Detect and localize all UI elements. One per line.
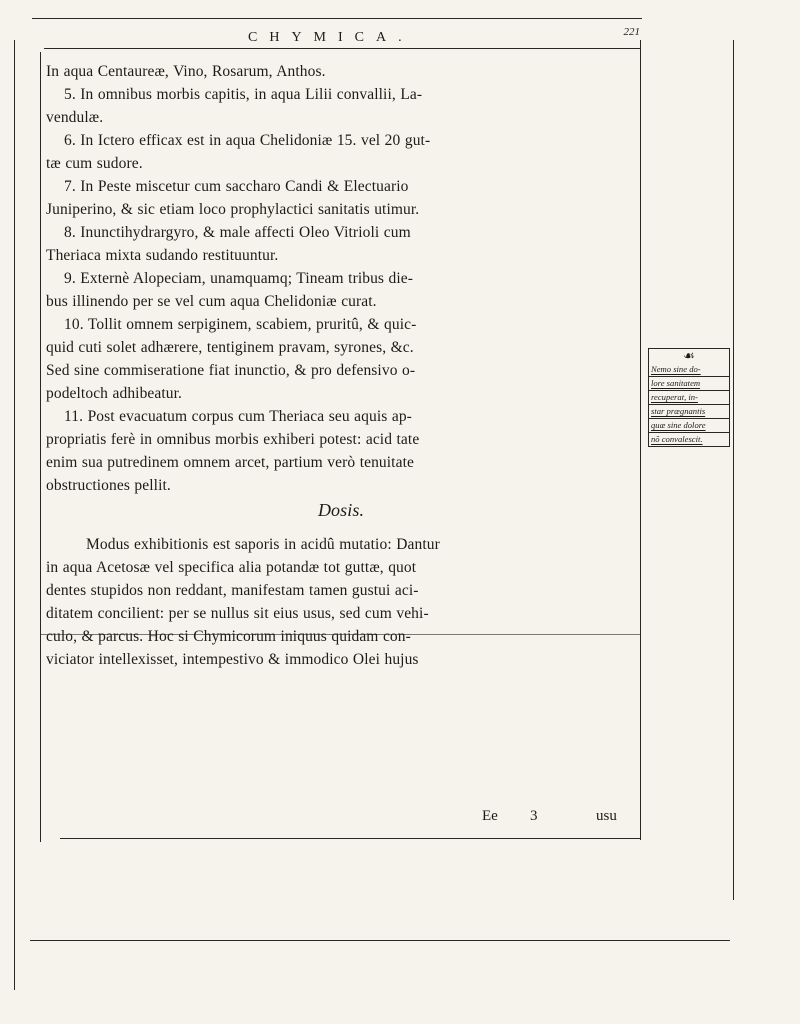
text-right-rule [640, 40, 641, 840]
text-line: Theriaca mixta sudando restituuntur. [46, 247, 279, 264]
page-number: 221 [623, 26, 640, 38]
catchword: usu [596, 808, 617, 824]
text-line: ditatem concilient: per se nullus sit eius usus, sed cum vehi- [46, 605, 429, 622]
signature-mark: Ee [482, 808, 498, 824]
margin-note-line: nõ convalescit. [649, 432, 729, 446]
left-edge-line [14, 40, 15, 990]
running-head-title: CHYMICA. [248, 30, 414, 45]
text-line: viciator intellexisset, intempestivo & immodico Olei hujus [46, 651, 419, 668]
text-line: 10. Tollit omnem serpiginem, scabiem, pruritû, & quic- [64, 316, 417, 333]
text-line: propriatis ferè in omnibus morbis exhiberi potest: acid tate [46, 431, 420, 448]
text-line: podeltoch adhibeatur. [46, 385, 183, 402]
text-line: 9. Externè Alopeciam, unamquamq; Tineam tribus die- [64, 270, 414, 287]
margin-note-line: recuperat, in- [649, 390, 729, 404]
text-line: 11. Post evacuatum corpus cum Theriaca seu aquis ap- [64, 408, 412, 425]
section-heading: Dosis. [317, 500, 365, 520]
margin-note-line: star prægnantis [649, 404, 729, 418]
text-line: 7. In Peste miscetur cum saccharo Candi & Electuario [64, 178, 409, 195]
text-line: in aqua Acetosæ vel specifica alia potandæ tot guttæ, quot [46, 559, 417, 576]
text-line: tæ cum sudore. [46, 155, 143, 172]
text-line: culo, & parcus. Hoc si Chymicorum iniquus quidam con- [46, 628, 411, 645]
text-line: quid cuti solet adhærere, tentiginem pravam, syrones, &c. [46, 339, 414, 356]
margin-note-line: Nemo sine do- [651, 364, 701, 374]
text-left-rule [40, 52, 41, 842]
text-line: In aqua Centaureæ, Vino, Rosarum, Anthos. [46, 63, 326, 80]
running-header [240, 28, 640, 52]
text-line: enim sua putredinem omnem arcet, partium verò tenuitate [46, 454, 414, 471]
text-line: obstructiones pellit. [46, 477, 171, 494]
text-line: 8. Inunctihydrargyro, & male affecti Oleo Vitrioli cum [64, 224, 411, 241]
text-line: bus illinendo per se vel cum aqua Chelidoniæ curat. [46, 293, 377, 310]
right-edge-line [733, 40, 734, 900]
text-line: Juniperino, & sic etiam loco prophylactici sanitatis utimur. [46, 201, 420, 218]
text-line: Modus exhibitionis est saporis in acidû mutatio: Dantur [86, 536, 440, 553]
text-line: dentes stupidos non reddant, manifestam tamen gustui aci- [46, 582, 419, 599]
signature-number: 3 [530, 808, 538, 824]
margin-note-line: quæ sine dolore [649, 418, 729, 432]
top-rule [32, 18, 642, 19]
main-text [46, 60, 636, 840]
text-line: 5. In omnibus morbis capitis, in aqua Lilii convallii, La- [64, 86, 423, 103]
text-line: Sed sine commiseratione fiat inunctio, & pro defensivo o- [46, 362, 416, 379]
margin-note-line: lore sanitatem [649, 376, 729, 390]
margin-note [648, 348, 730, 447]
text-line: vendulæ. [46, 109, 104, 126]
text-line: 6. In Ictero efficax est in aqua Chelidoniæ 15. vel 20 gut- [64, 132, 431, 149]
lower-rule [30, 940, 730, 941]
fleuron-icon: ☙ [683, 348, 695, 363]
